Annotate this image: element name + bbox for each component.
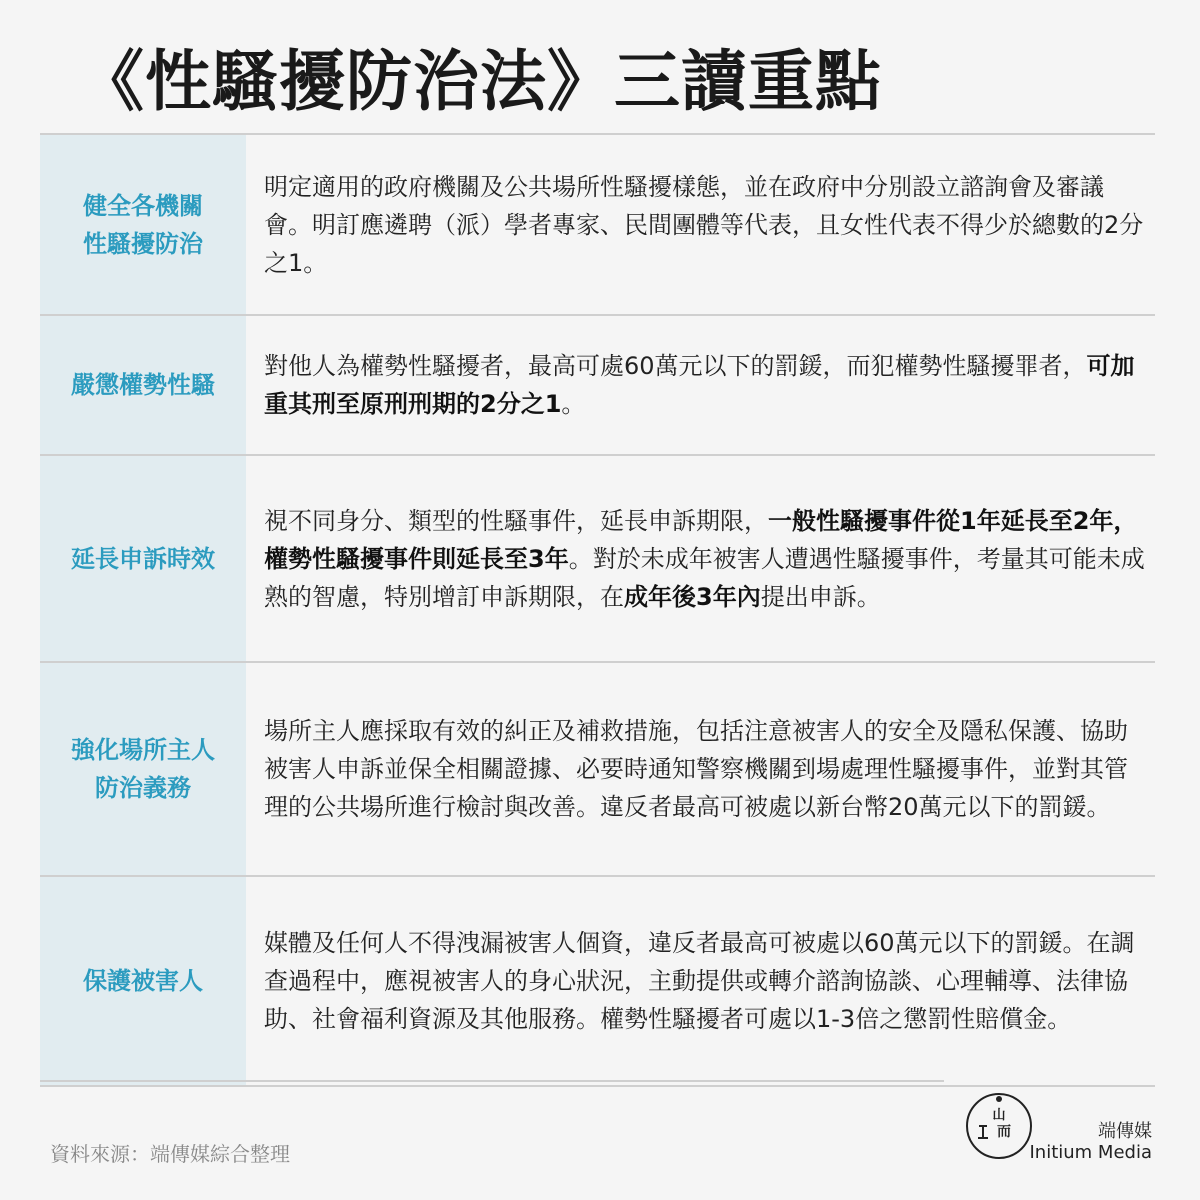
table-row [40, 314, 1155, 454]
table-row [40, 875, 1155, 1087]
text-segment: 媒體及任何人不得洩漏被害人個資，違反者最高可被處以60萬元以下的罰鍰。在調查過程中，應視被害人的身心狀況，主動提供或轉介諮詢協談、心理輔導、法律協助、社會福利資源及其他服務。權勢性騷擾者可處以1-3倍之懲罰性賠償金。 [264, 929, 1135, 1033]
text-segment: 提出申訴。 [760, 582, 881, 611]
logo-glyph: 山 [992, 1108, 1006, 1123]
text-segment-bold: 一般性騷擾事件從1年延長至2年，權勢性騷擾事件則延長至3年 [264, 506, 1138, 573]
text-segment-bold: 可加重其刑至原刑刑期的2分之1 [264, 352, 1135, 418]
row-label-line: 防治義務 [95, 774, 191, 802]
row-text [246, 877, 1155, 1085]
text-segment-bold: 成年後3年內 [624, 582, 761, 611]
row-label-line: 健全各機關 [83, 191, 203, 220]
row-label [40, 316, 246, 454]
row-label-line: 延長申訴時效 [71, 544, 215, 573]
summary-table [40, 133, 1155, 1087]
logo-glyph: 而 [997, 1124, 1011, 1140]
brand-name-zh: 端傳媒 [1098, 1121, 1152, 1142]
table-row [40, 133, 1155, 314]
row-label [40, 877, 246, 1085]
row-label [40, 456, 246, 661]
row-label-line: 保護被害人 [83, 967, 203, 995]
row-text [246, 456, 1155, 661]
source-note: 資料來源：端傳媒綜合整理 [50, 1142, 290, 1166]
initium-logo-icon [965, 1092, 1033, 1160]
row-text [246, 135, 1155, 314]
text-segment: 。對於未成年被害人遭遇性騷擾事件，考量其可能未成熟的智慮，特別增訂申訴期限，在 [264, 544, 1145, 611]
row-label [40, 135, 246, 314]
row-text [246, 663, 1155, 875]
text-segment: 場所主人應採取有效的糾正及補救措施，包括注意被害人的安全及隱私保護、協助被害人申訴並保全相關證據、必要時通知警察機關到場處理性騷擾事件，並對其管理的公共場所進行檢討與改善。違反者最高可被處以新台幣20萬元以下的罰鍰。 [264, 717, 1128, 821]
brand-name-en: Initium Media [1029, 1142, 1152, 1163]
text-segment: 明定適用的政府機關及公共場所性騷擾樣態，並在政府中分別設立諮詢會及審議會。明訂應遴聘（派）學者專家、民間團體等代表，且女性代表不得少於總數的2分之1。 [264, 172, 1144, 277]
table-row [40, 661, 1155, 875]
row-label-line: 強化場所主人 [71, 736, 215, 764]
text-segment: 視不同身分、類型的性騷事件，延長申訴期限， [264, 506, 768, 535]
row-text [246, 316, 1155, 454]
row-label [40, 663, 246, 875]
table-row [40, 454, 1155, 661]
text-segment: 。 [561, 390, 586, 418]
row-label-line: 性騷擾防治 [83, 229, 203, 258]
row-label-line: 嚴懲權勢性騷 [71, 371, 215, 399]
page-title: 《性騷擾防治法》三讀重點 [78, 43, 882, 120]
text-segment: 對他人為權勢性騷擾者，最高可處60萬元以下的罰鍰，而犯權勢性騷擾罪者， [264, 352, 1087, 380]
footer-divider [40, 1080, 944, 1082]
